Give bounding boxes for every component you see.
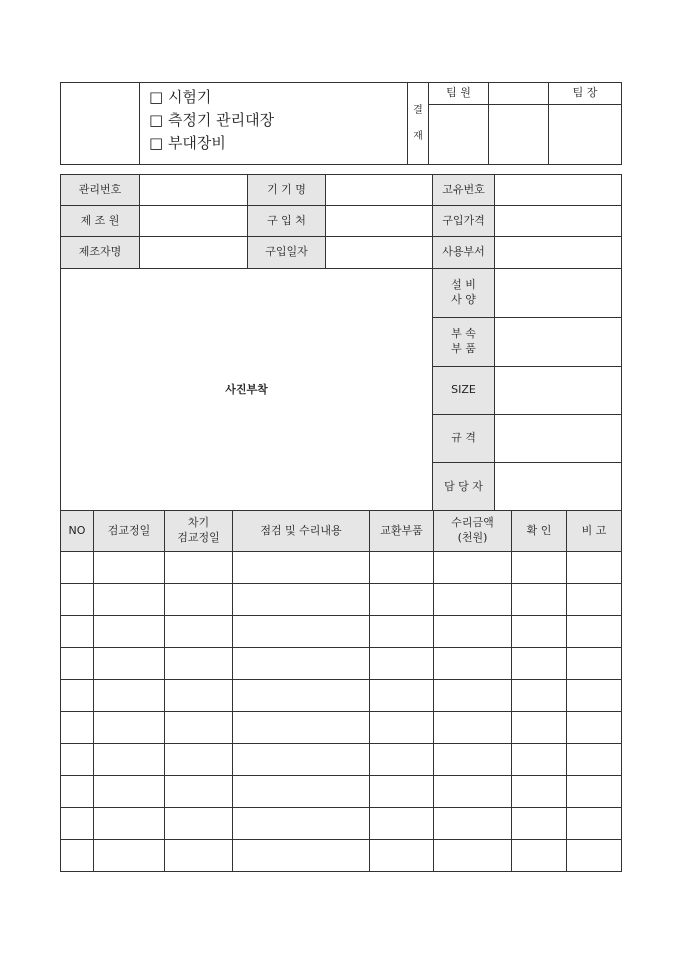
log-cell-remarks[interactable] — [567, 584, 622, 616]
header-blank-cell — [61, 83, 140, 165]
log-cell-repair-cost[interactable] — [434, 744, 512, 776]
dept-label: 사용부서 — [433, 237, 495, 269]
log-cell-remarks[interactable] — [567, 776, 622, 808]
log-cell-next-calibration-date[interactable] — [165, 712, 233, 744]
log-cell-confirm[interactable] — [512, 616, 567, 648]
log-cell-calibration-date[interactable] — [94, 712, 165, 744]
table-row — [61, 744, 622, 776]
log-cell-replaced-parts[interactable] — [370, 712, 434, 744]
log-body — [61, 552, 622, 872]
log-cell-calibration-date[interactable] — [94, 744, 165, 776]
log-cell-inspection-details[interactable] — [233, 808, 370, 840]
log-cell-no[interactable] — [61, 744, 94, 776]
log-cell-next-calibration-date[interactable] — [165, 808, 233, 840]
log-cell-confirm[interactable] — [512, 712, 567, 744]
log-cell-next-calibration-date[interactable] — [165, 776, 233, 808]
log-cell-remarks[interactable] — [567, 744, 622, 776]
log-cell-calibration-date[interactable] — [94, 552, 165, 584]
log-cell-next-calibration-date[interactable] — [165, 616, 233, 648]
log-cell-no[interactable] — [61, 584, 94, 616]
accessories-label-1: 부 속 — [451, 327, 476, 341]
log-cell-next-calibration-date[interactable] — [165, 648, 233, 680]
approval-label-2: 재 — [413, 130, 423, 142]
approver-team-member-label: 팀 원 — [429, 83, 489, 105]
log-cell-confirm[interactable] — [512, 552, 567, 584]
standard-label: 규 격 — [433, 415, 495, 463]
log-cell-calibration-date[interactable] — [94, 648, 165, 680]
table-row — [61, 584, 622, 616]
serial-name-field[interactable] — [140, 237, 248, 269]
table-row — [61, 616, 622, 648]
log-cell-remarks[interactable] — [567, 840, 622, 872]
log-cell-repair-cost[interactable] — [434, 616, 512, 648]
equipment-info-table — [60, 174, 622, 512]
standard-field[interactable] — [495, 415, 622, 463]
unique-no-label: 고유번호 — [433, 175, 495, 206]
spec-label-2: 사 양 — [451, 293, 476, 306]
log-cell-no[interactable] — [61, 552, 94, 584]
log-cell-inspection-details[interactable] — [233, 840, 370, 872]
log-header-inspection-details: 점검 및 수리내용 — [233, 511, 370, 552]
log-cell-calibration-date[interactable] — [94, 840, 165, 872]
log-cell-no[interactable] — [61, 808, 94, 840]
serial-name-label: 제조자명 — [61, 237, 140, 269]
title-options — [140, 83, 408, 165]
table-row — [61, 648, 622, 680]
log-cell-repair-cost[interactable] — [434, 680, 512, 712]
log-cell-calibration-date[interactable] — [94, 680, 165, 712]
log-cell-calibration-date[interactable] — [94, 776, 165, 808]
table-row — [61, 840, 622, 872]
signature-blank[interactable] — [489, 105, 549, 165]
approver-blank-label — [489, 83, 549, 105]
log-cell-calibration-date[interactable] — [94, 808, 165, 840]
log-cell-replaced-parts[interactable] — [370, 584, 434, 616]
log-cell-next-calibration-date[interactable] — [165, 744, 233, 776]
log-cell-replaced-parts[interactable] — [370, 552, 434, 584]
log-cell-inspection-details[interactable] — [233, 712, 370, 744]
log-cell-inspection-details[interactable] — [233, 680, 370, 712]
log-cell-remarks[interactable] — [567, 616, 622, 648]
approval-label-1: 결 — [413, 104, 423, 116]
log-cell-confirm[interactable] — [512, 840, 567, 872]
log-cell-replaced-parts[interactable] — [370, 616, 434, 648]
log-cell-remarks[interactable] — [567, 552, 622, 584]
management-no-label: 관리번호 — [61, 175, 140, 206]
equipment-name-label: 기 기 명 — [248, 175, 326, 206]
log-cell-replaced-parts[interactable] — [370, 840, 434, 872]
spec-label — [433, 269, 495, 318]
log-header-replaced-parts: 교환부품 — [370, 511, 434, 552]
price-field[interactable] — [495, 206, 622, 237]
purchase-date-field[interactable] — [326, 237, 433, 269]
log-cell-repair-cost[interactable] — [434, 648, 512, 680]
photo-label: 사진부착 — [225, 382, 268, 396]
manager-label: 담 당 자 — [433, 463, 495, 512]
log-cell-repair-cost[interactable] — [434, 808, 512, 840]
log-cell-remarks[interactable] — [567, 712, 622, 744]
log-header-row — [61, 511, 622, 552]
log-cell-repair-cost[interactable] — [434, 552, 512, 584]
approval-label — [408, 83, 429, 165]
manufacturer-field[interactable] — [140, 206, 248, 237]
accessories-label — [433, 318, 495, 367]
log-cell-repair-cost[interactable] — [434, 840, 512, 872]
log-cell-no[interactable] — [61, 712, 94, 744]
log-cell-calibration-date[interactable] — [94, 616, 165, 648]
log-header-confirm: 확 인 — [512, 511, 567, 552]
log-header-repair-cost: 수리금액 (천원) — [434, 511, 512, 552]
log-cell-inspection-details[interactable] — [233, 552, 370, 584]
log-cell-replaced-parts[interactable] — [370, 648, 434, 680]
log-cell-calibration-date[interactable] — [94, 584, 165, 616]
manufacturer-label: 제 조 원 — [61, 206, 140, 237]
table-row — [61, 808, 622, 840]
log-cell-confirm[interactable] — [512, 584, 567, 616]
log-cell-no[interactable] — [61, 616, 94, 648]
spec-field[interactable] — [495, 269, 622, 318]
signature-team-member[interactable] — [429, 105, 489, 165]
log-cell-next-calibration-date[interactable] — [165, 680, 233, 712]
price-label: 구입가격 — [433, 206, 495, 237]
photo-area[interactable] — [61, 269, 433, 512]
vendor-label: 구 입 처 — [248, 206, 326, 237]
log-cell-inspection-details[interactable] — [233, 776, 370, 808]
accessories-label-2: 부 품 — [451, 342, 476, 355]
log-cell-remarks[interactable] — [567, 648, 622, 680]
accessories-field[interactable] — [495, 318, 622, 367]
log-cell-repair-cost[interactable] — [434, 712, 512, 744]
size-field[interactable] — [495, 367, 622, 415]
log-header-next-calibration-date: 차기 검교정일 — [165, 511, 233, 552]
log-cell-confirm[interactable] — [512, 776, 567, 808]
table-row — [61, 680, 622, 712]
equipment-name-field[interactable] — [326, 175, 433, 206]
log-cell-replaced-parts[interactable] — [370, 776, 434, 808]
log-header-remarks: 비 고 — [567, 511, 622, 552]
header-table — [60, 82, 622, 165]
log-cell-next-calibration-date[interactable] — [165, 552, 233, 584]
management-no-field[interactable] — [140, 175, 248, 206]
purchase-date-label: 구입일자 — [248, 237, 326, 269]
unique-no-field[interactable] — [495, 175, 622, 206]
log-cell-next-calibration-date[interactable] — [165, 840, 233, 872]
log-cell-inspection-details[interactable] — [233, 744, 370, 776]
approver-team-leader-label: 팀 장 — [549, 83, 622, 105]
log-cell-confirm[interactable] — [512, 808, 567, 840]
log-header-no: NO — [61, 511, 94, 552]
log-cell-replaced-parts[interactable] — [370, 680, 434, 712]
log-cell-confirm[interactable] — [512, 648, 567, 680]
vendor-field[interactable] — [326, 206, 433, 237]
table-row — [61, 552, 622, 584]
signature-team-leader[interactable] — [549, 105, 622, 165]
table-row — [61, 712, 622, 744]
table-row — [61, 776, 622, 808]
spec-label-1: 설 비 — [451, 278, 476, 292]
log-cell-repair-cost[interactable] — [434, 776, 512, 808]
log-cell-inspection-details[interactable] — [233, 616, 370, 648]
log-cell-no[interactable] — [61, 680, 94, 712]
log-header-calibration-date: 검교정일 — [94, 511, 165, 552]
log-cell-replaced-parts[interactable] — [370, 808, 434, 840]
log-cell-inspection-details[interactable] — [233, 648, 370, 680]
log-cell-no[interactable] — [61, 840, 94, 872]
dept-field[interactable] — [495, 237, 622, 269]
calibration-log-table — [60, 510, 622, 872]
option-tester[interactable]: □ 시험기 — [149, 88, 212, 106]
log-cell-next-calibration-date[interactable] — [165, 584, 233, 616]
option-measuring-register[interactable]: □ 측정기 관리대장 — [149, 111, 275, 129]
log-cell-confirm[interactable] — [512, 680, 567, 712]
log-cell-inspection-details[interactable] — [233, 584, 370, 616]
log-cell-remarks[interactable] — [567, 680, 622, 712]
log-cell-no[interactable] — [61, 648, 94, 680]
option-auxiliary-equipment[interactable]: □ 부대장비 — [149, 134, 226, 152]
log-cell-confirm[interactable] — [512, 744, 567, 776]
log-cell-remarks[interactable] — [567, 808, 622, 840]
log-cell-repair-cost[interactable] — [434, 584, 512, 616]
log-cell-replaced-parts[interactable] — [370, 744, 434, 776]
size-label: SIZE — [433, 367, 495, 415]
log-cell-no[interactable] — [61, 776, 94, 808]
manager-field[interactable] — [495, 463, 622, 512]
